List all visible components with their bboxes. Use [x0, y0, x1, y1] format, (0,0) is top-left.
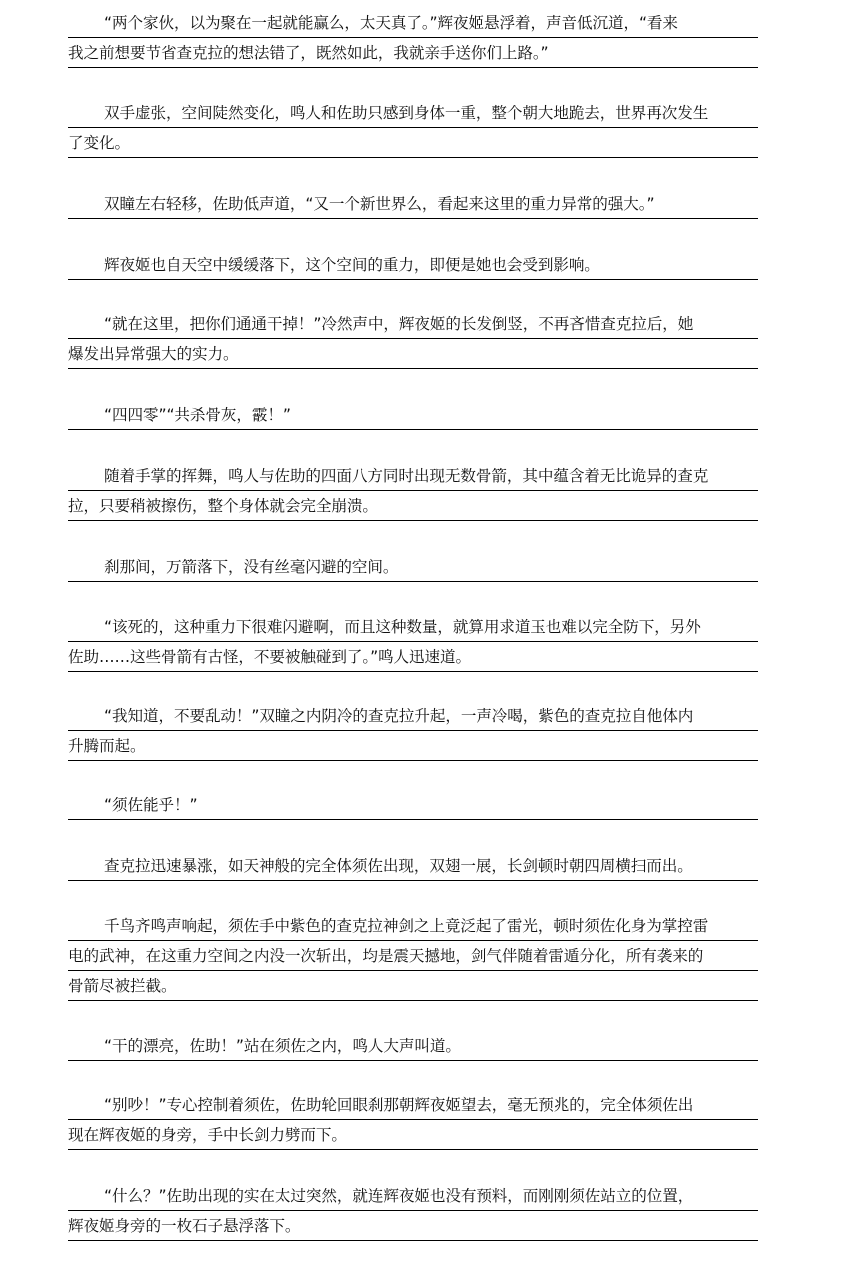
paragraph: [68, 400, 758, 430]
text-line: [68, 701, 758, 731]
line-text: 辉夜姬也自天空中缓缓落下，这个空间的重力，即便是她也会受到影响。: [104, 256, 600, 274]
text-line: [68, 189, 758, 219]
text-line: [68, 38, 758, 68]
text-line: [68, 642, 758, 672]
line-text: 双手虚张，空间陡然变化，鸣人和佐助只感到身体一重，整个朝大地跪去，世界再次发生: [104, 104, 709, 122]
line-text: 拉，只要稍被擦伤，整个身体就会完全崩溃。: [68, 497, 378, 515]
line-text: “我知道，不要乱动！”双瞳之内阴冷的查克拉升起，一声冷喝，紫色的查克拉自他体内: [104, 707, 694, 725]
paragraph: [68, 701, 758, 761]
line-text: 千鸟齐鸣声响起，须佐手中紫色的查克拉神剑之上竟泛起了雷光，顿时须佐化身为掌控雷: [104, 917, 709, 935]
text-line: [68, 911, 758, 941]
line-text: 电的武神，在这重力空间之内没一次斩出，均是震天撼地，剑气伴随着雷遁分化，所有袭来的: [68, 947, 704, 965]
text-line: [68, 8, 758, 38]
paragraph: [68, 1031, 758, 1061]
line-text: “该死的，这种重力下很难闪避啊，而且这种数量，就算用求道玉也难以完全防下，另外: [104, 618, 701, 636]
text-line: [68, 612, 758, 642]
paragraph: [68, 851, 758, 881]
line-text: 刹那间，万箭落下，没有丝毫闪避的空间。: [104, 558, 399, 576]
text-line: [68, 851, 758, 881]
text-line: [68, 790, 758, 820]
line-text: 骨箭尽被拦截。: [68, 977, 177, 995]
line-text: “须佐能乎！”: [104, 796, 198, 814]
text-line: [68, 491, 758, 521]
line-text: “两个家伙，以为聚在一起就能赢么，太天真了。”辉夜姬悬浮着，声音低沉道，“看来: [104, 14, 678, 32]
text-line: [68, 1090, 758, 1120]
text-line: [68, 1211, 758, 1241]
line-text: 佐助……这些骨箭有古怪，不要被触碰到了。”鸣人迅速道。: [68, 648, 472, 666]
paragraph: [68, 790, 758, 820]
text-line: [68, 941, 758, 971]
line-text: 我之前想要节省查克拉的想法错了，既然如此，我就亲手送你们上路。”: [68, 44, 549, 62]
text-line: [68, 461, 758, 491]
paragraph: [68, 911, 758, 1001]
text-line: [68, 250, 758, 280]
line-text: “干的漂亮，佐助！”站在须佐之内，鸣人大声叫道。: [104, 1037, 461, 1055]
line-text: “就在这里，把你们通通干掉！”冷然声中，辉夜姬的长发倒竖，不再吝惜查克拉后，她: [104, 315, 694, 333]
paragraph: [68, 461, 758, 521]
line-text: 了变化。: [68, 134, 130, 152]
line-text: 辉夜姬身旁的一枚石子悬浮落下。: [68, 1217, 301, 1235]
paragraph: [68, 612, 758, 672]
line-text: 爆发出异常强大的实力。: [68, 345, 239, 363]
text-line: [68, 731, 758, 761]
line-text: 升腾而起。: [68, 737, 146, 755]
line-text: 双瞳左右轻移，佐助低声道，“又一个新世界么，看起来这里的重力异常的强大。”: [104, 195, 655, 213]
paragraph: [68, 98, 758, 158]
line-text: 现在辉夜姬的身旁，手中长剑力劈而下。: [68, 1126, 347, 1144]
text-line: [68, 339, 758, 369]
line-text: 随着手掌的挥舞，鸣人与佐助的四面八方同时出现无数骨箭，其中蕴含着无比诡异的查克: [104, 467, 709, 485]
text-line: [68, 1031, 758, 1061]
text-line: [68, 400, 758, 430]
text-line: [68, 98, 758, 128]
paragraph: [68, 552, 758, 582]
paragraph: [68, 8, 758, 68]
paragraph: [68, 309, 758, 369]
text-line: [68, 552, 758, 582]
text-line: [68, 309, 758, 339]
paragraph: [68, 250, 758, 280]
line-text: “四四零”“共杀骨灰，霰！”: [104, 406, 291, 424]
line-text: “什么？”佐助出现的实在太过突然，就连辉夜姬也没有预料，而刚刚须佐站立的位置，: [104, 1187, 694, 1205]
text-line: [68, 1120, 758, 1150]
line-text: 查克拉迅速暴涨，如天神般的完全体须佐出现，双翅一展，长剑顿时朝四周横扫而出。: [104, 857, 693, 875]
paragraph: [68, 1181, 758, 1241]
paragraph: [68, 189, 758, 219]
line-text: “别吵！”专心控制着须佐，佐助轮回眼刹那朝辉夜姬望去，毫无预兆的，完全体须佐出: [104, 1096, 694, 1114]
text-line: [68, 971, 758, 1001]
text-line: [68, 1181, 758, 1211]
text-line: [68, 128, 758, 158]
paragraph: [68, 1090, 758, 1150]
